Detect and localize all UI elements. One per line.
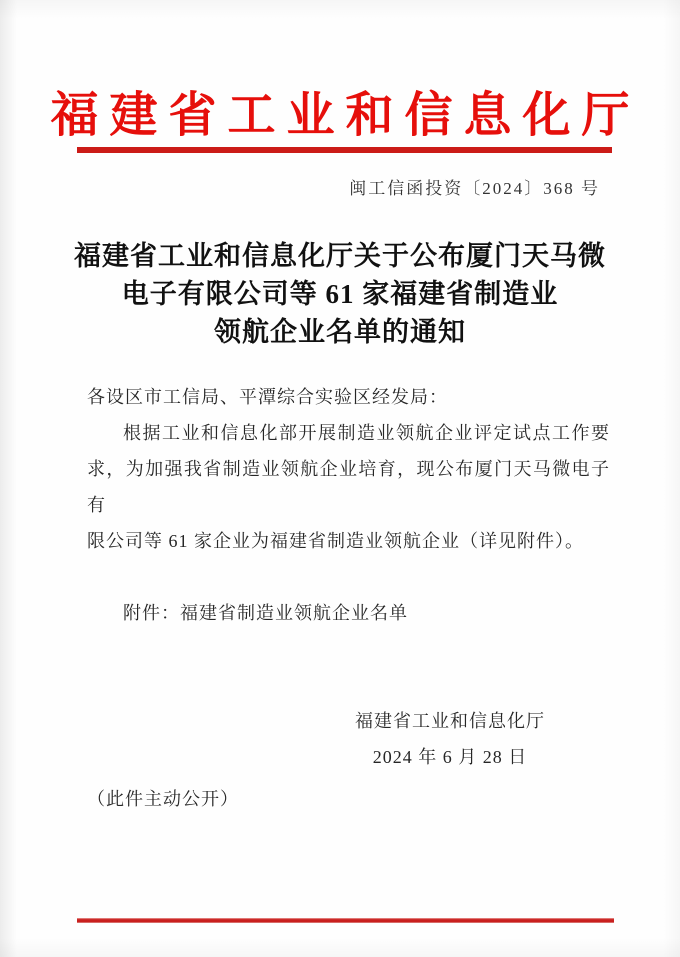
document-number: 闽工信函投资〔2024〕368 号 <box>349 179 600 198</box>
attachment-line: 附件：福建省制造业领航企业名单 <box>123 603 408 623</box>
disclosure-note: （此件主动公开） <box>87 789 239 809</box>
paragraph-line: 限公司等 61 家企业为福建省制造业领航企业（详见附件）。 <box>87 531 584 551</box>
notice-title-line: 福建省工业和信息化厅关于公布厦门天马微 <box>74 241 606 271</box>
salutation-line: 各设区市工信局、平潭综合实验区经发局： <box>87 387 448 407</box>
notice-title <box>55 237 625 351</box>
agency-masthead: 福建省工业和信息化厅 <box>50 89 641 142</box>
signature-date: 2024 年 6 月 28 日 <box>372 747 528 767</box>
signature-block <box>300 703 600 775</box>
paragraph-line: 根据工业和信息化部开展制造业领航企业评定试点工作要 <box>123 423 610 443</box>
notice-body <box>87 379 610 631</box>
masthead-rule <box>77 147 612 153</box>
signature-agency: 福建省工业和信息化厅 <box>355 711 545 731</box>
footer-rule <box>77 918 614 923</box>
notice-title-line: 领航企业名单的通知 <box>214 317 466 347</box>
paragraph-line: 求，为加强我省制造业领航企业培育，现公布厦门天马微电子有 <box>87 459 610 515</box>
notice-title-line: 电子有限公司等 61 家福建省制造业 <box>121 279 559 309</box>
